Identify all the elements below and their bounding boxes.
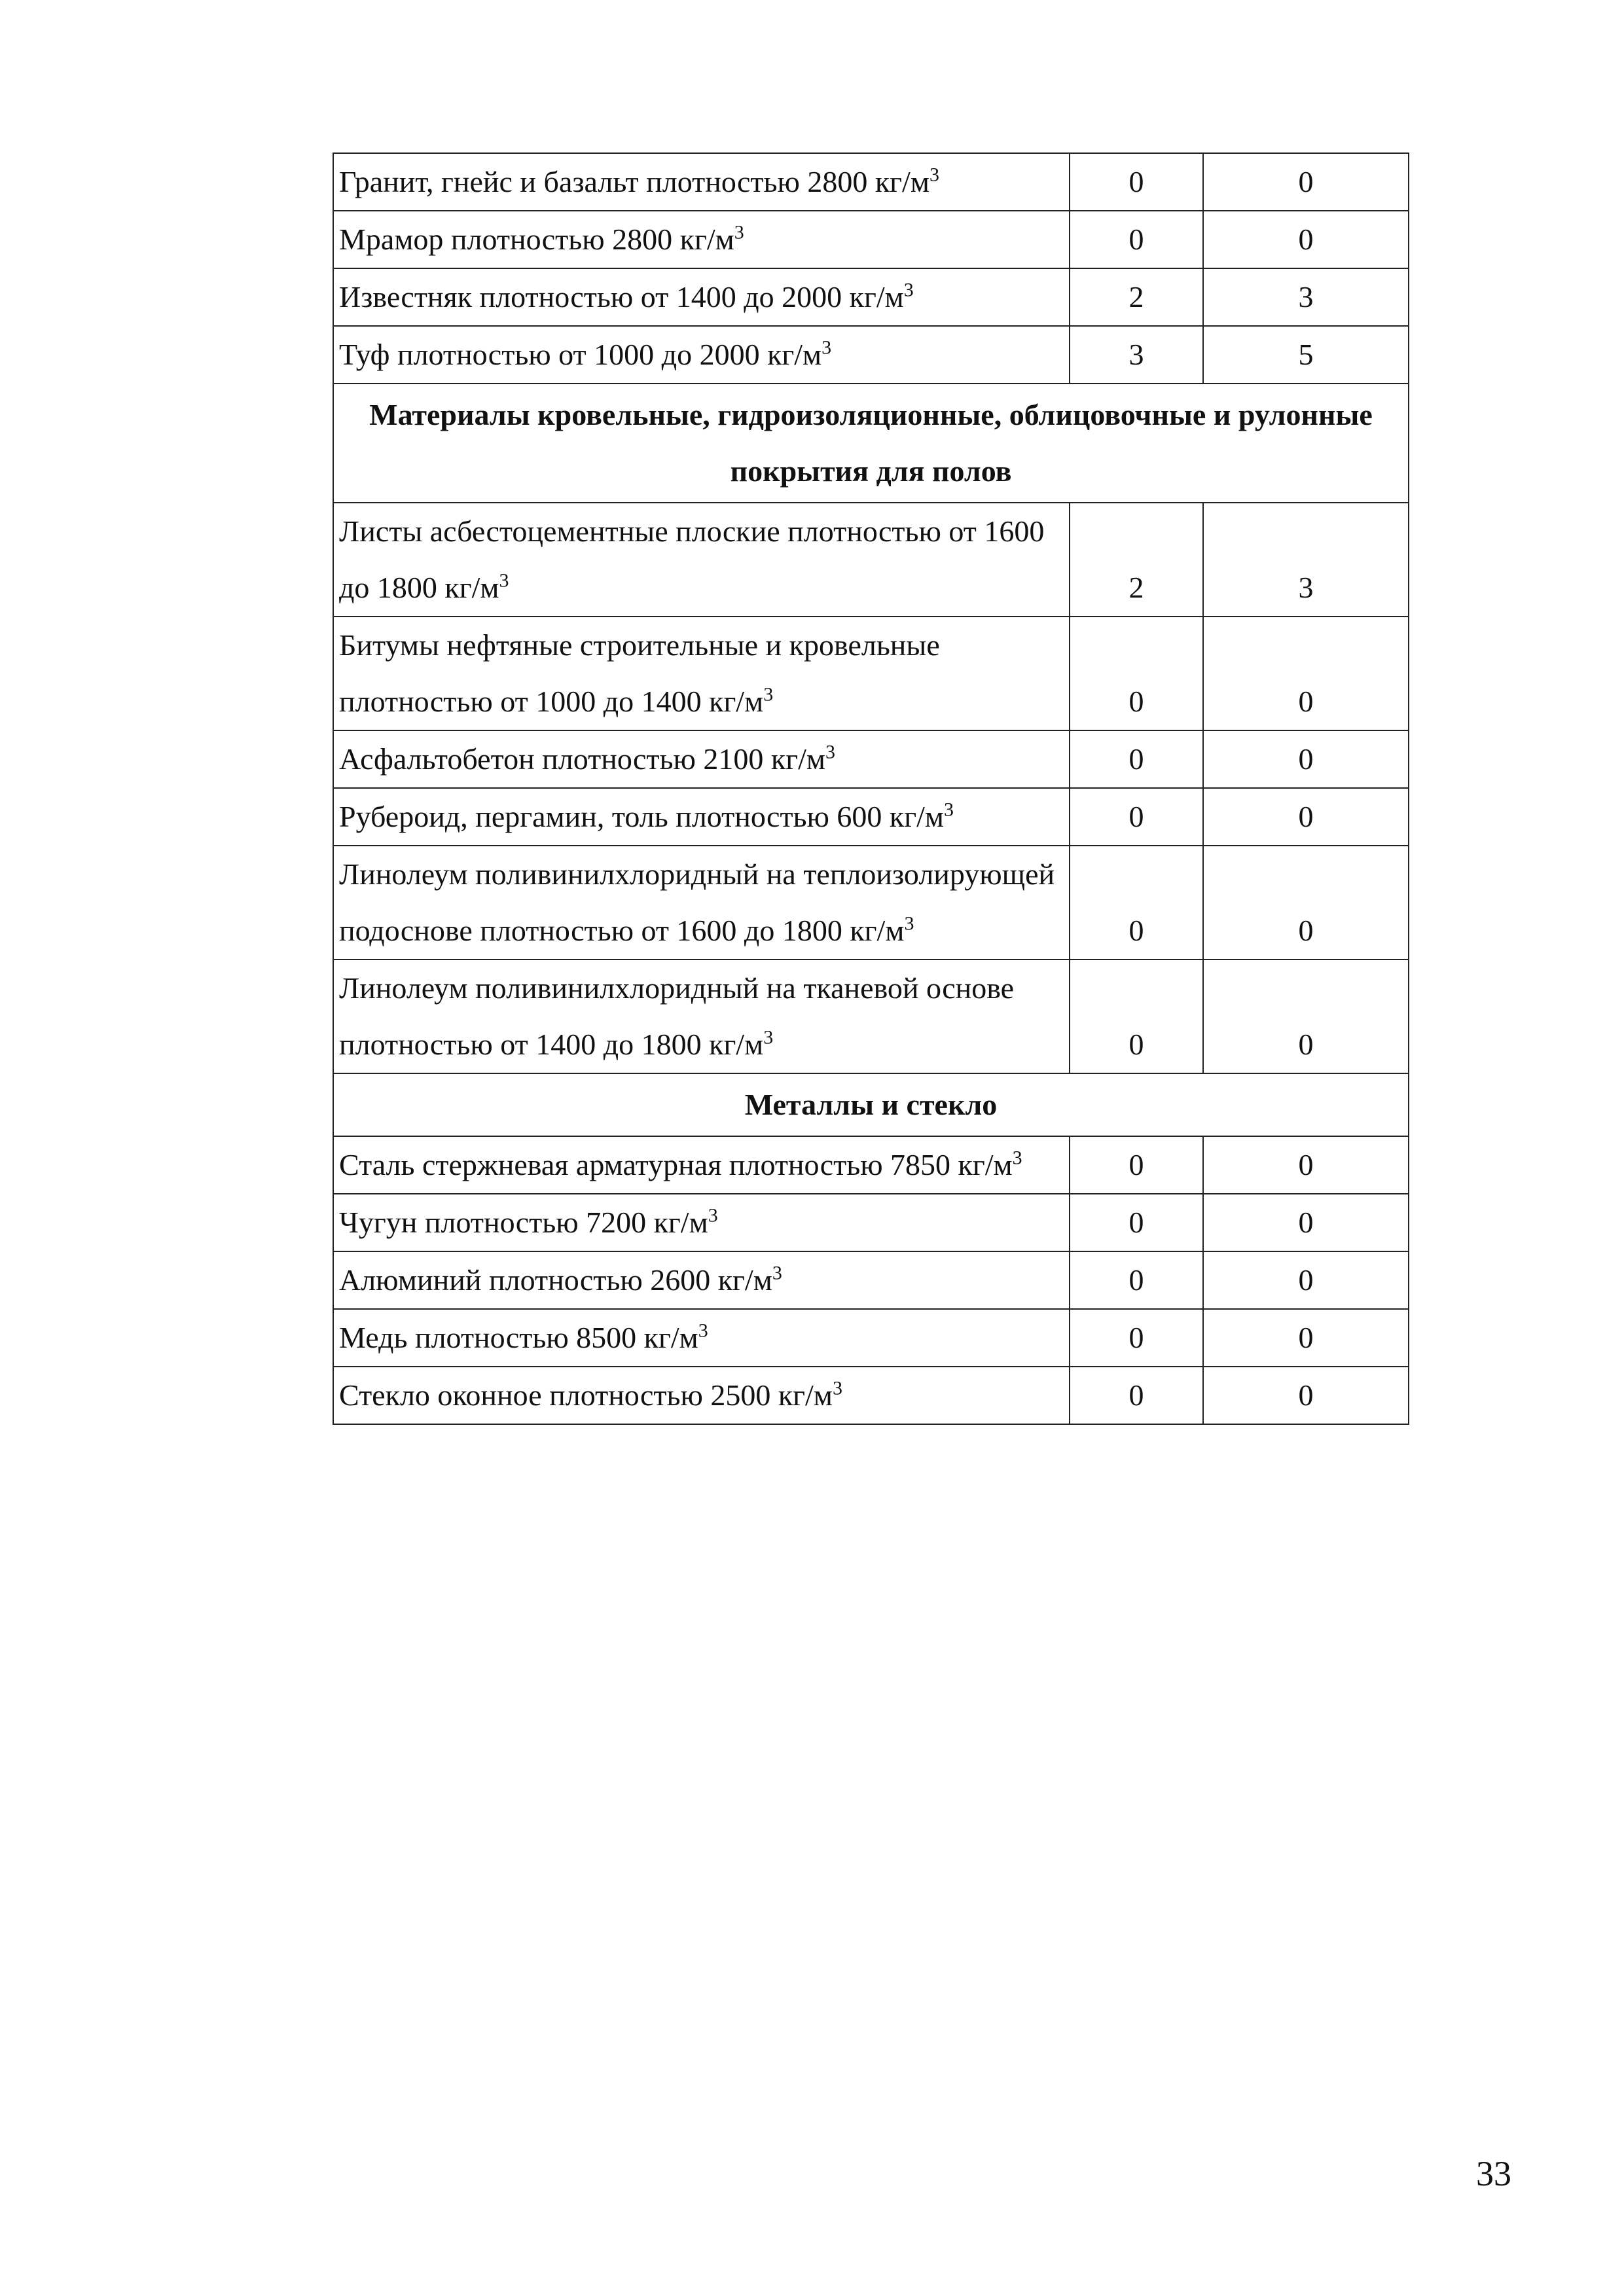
material-name-cell — [333, 268, 1070, 326]
materials-table-body — [333, 153, 1409, 1424]
value-cell-b: 0 — [1203, 960, 1409, 1073]
unit-exponent: 3 — [698, 1319, 708, 1342]
value-cell-b: 0 — [1203, 1194, 1409, 1251]
material-name-cell — [333, 211, 1070, 268]
table-row — [333, 617, 1409, 730]
unit-exponent: 3 — [763, 1026, 774, 1049]
value-cell-b: 0 — [1203, 788, 1409, 846]
table-row — [333, 326, 1409, 384]
value-cell-a: 0 — [1070, 1309, 1203, 1367]
material-name: Гранит, гнейс и базальт плотностью 2800 кг/м — [339, 165, 929, 198]
value-cell-a: 0 — [1070, 1136, 1203, 1194]
material-name: Линолеум поливинилхлоридный на тканевой основе плотностью от 1400 до 1800 кг/м — [339, 971, 1015, 1061]
value-cell-b: 3 — [1203, 268, 1409, 326]
unit-exponent: 3 — [499, 569, 509, 592]
value-cell-b: 0 — [1203, 730, 1409, 788]
unit-exponent: 3 — [734, 221, 744, 243]
table-row — [333, 788, 1409, 846]
material-name-cell — [333, 1136, 1070, 1194]
value-cell-a: 0 — [1070, 960, 1203, 1073]
page-number: 33 — [1476, 2154, 1511, 2193]
value-cell-a: 0 — [1070, 788, 1203, 846]
table-row — [333, 1194, 1409, 1251]
value-cell-b: 0 — [1203, 846, 1409, 960]
section-heading-row — [333, 1073, 1409, 1136]
value-cell-a: 2 — [1070, 503, 1203, 617]
material-name-cell — [333, 1309, 1070, 1367]
material-name-cell — [333, 730, 1070, 788]
value-cell-b: 3 — [1203, 503, 1409, 617]
value-cell-a: 0 — [1070, 1194, 1203, 1251]
material-name-cell — [333, 153, 1070, 211]
section-heading-row — [333, 384, 1409, 503]
unit-exponent: 3 — [1012, 1147, 1022, 1169]
material-name-cell — [333, 1194, 1070, 1251]
material-name: Листы асбестоцементные плоские плотностью от 1600 до 1800 кг/м — [339, 514, 1045, 604]
material-name: Сталь стержневая арматурная плотностью 7850 кг/м — [339, 1148, 1013, 1181]
unit-exponent: 3 — [772, 1262, 782, 1284]
value-cell-a: 0 — [1070, 846, 1203, 960]
material-name-cell — [333, 326, 1070, 384]
unit-exponent: 3 — [904, 912, 914, 935]
material-name: Асфальтобетон плотностью 2100 кг/м — [339, 742, 825, 776]
table-row — [333, 268, 1409, 326]
unit-exponent: 3 — [821, 336, 832, 359]
material-name-cell — [333, 960, 1070, 1073]
value-cell-a: 0 — [1070, 730, 1203, 788]
table-row — [333, 503, 1409, 617]
material-name-cell — [333, 1367, 1070, 1424]
unit-exponent: 3 — [929, 164, 939, 186]
value-cell-b: 0 — [1203, 1367, 1409, 1424]
value-cell-a: 0 — [1070, 1251, 1203, 1309]
material-name-cell — [333, 788, 1070, 846]
unit-exponent: 3 — [903, 279, 914, 301]
material-name: Линолеум поливинилхлоридный на теплоизолирующей подоснове плотностью от 1600 до 1800 кг/м — [339, 857, 1055, 947]
material-name: Алюминий плотностью 2600 кг/м — [339, 1263, 772, 1297]
table-row — [333, 1367, 1409, 1424]
unit-exponent: 3 — [763, 683, 774, 706]
material-name-cell — [333, 846, 1070, 960]
material-name-cell — [333, 617, 1070, 730]
material-name: Чугун плотностью 7200 кг/м — [339, 1206, 708, 1239]
material-name: Рубероид, пергамин, толь плотностью 600 кг/м — [339, 800, 944, 833]
value-cell-b: 0 — [1203, 211, 1409, 268]
table-row — [333, 730, 1409, 788]
table-row — [333, 960, 1409, 1073]
value-cell-b: 0 — [1203, 1251, 1409, 1309]
unit-exponent: 3 — [825, 741, 835, 763]
material-name: Туф плотностью от 1000 до 2000 кг/м — [339, 338, 822, 371]
value-cell-b: 0 — [1203, 1309, 1409, 1367]
material-name-cell — [333, 1251, 1070, 1309]
value-cell-a: 0 — [1070, 211, 1203, 268]
value-cell-b: 0 — [1203, 153, 1409, 211]
table-row — [333, 1136, 1409, 1194]
material-name-cell — [333, 503, 1070, 617]
material-name: Медь плотностью 8500 кг/м — [339, 1321, 698, 1354]
value-cell-b: 5 — [1203, 326, 1409, 384]
value-cell-a: 0 — [1070, 153, 1203, 211]
unit-exponent: 3 — [832, 1377, 842, 1399]
table-row — [333, 1309, 1409, 1367]
material-name: Стекло оконное плотностью 2500 кг/м — [339, 1378, 833, 1412]
table-row — [333, 846, 1409, 960]
material-name: Известняк плотностью от 1400 до 2000 кг/м — [339, 280, 904, 314]
value-cell-a: 3 — [1070, 326, 1203, 384]
materials-table — [333, 152, 1409, 1425]
value-cell-b: 0 — [1203, 1136, 1409, 1194]
unit-exponent: 3 — [708, 1204, 718, 1227]
table-row — [333, 1251, 1409, 1309]
material-name: Битумы нефтяные строительные и кровельные плотностью от 1000 до 1400 кг/м — [339, 628, 940, 718]
value-cell-b: 0 — [1203, 617, 1409, 730]
value-cell-a: 0 — [1070, 1367, 1203, 1424]
value-cell-a: 0 — [1070, 617, 1203, 730]
section-heading: Металлы и стекло — [333, 1073, 1409, 1136]
section-heading: Материалы кровельные, гидроизоляционные, облицовочные и рулонные покрытия для полов — [333, 384, 1409, 503]
table-row — [333, 211, 1409, 268]
unit-exponent: 3 — [944, 798, 954, 821]
material-name: Мрамор плотностью 2800 кг/м — [339, 223, 734, 256]
table-row — [333, 153, 1409, 211]
value-cell-a: 2 — [1070, 268, 1203, 326]
